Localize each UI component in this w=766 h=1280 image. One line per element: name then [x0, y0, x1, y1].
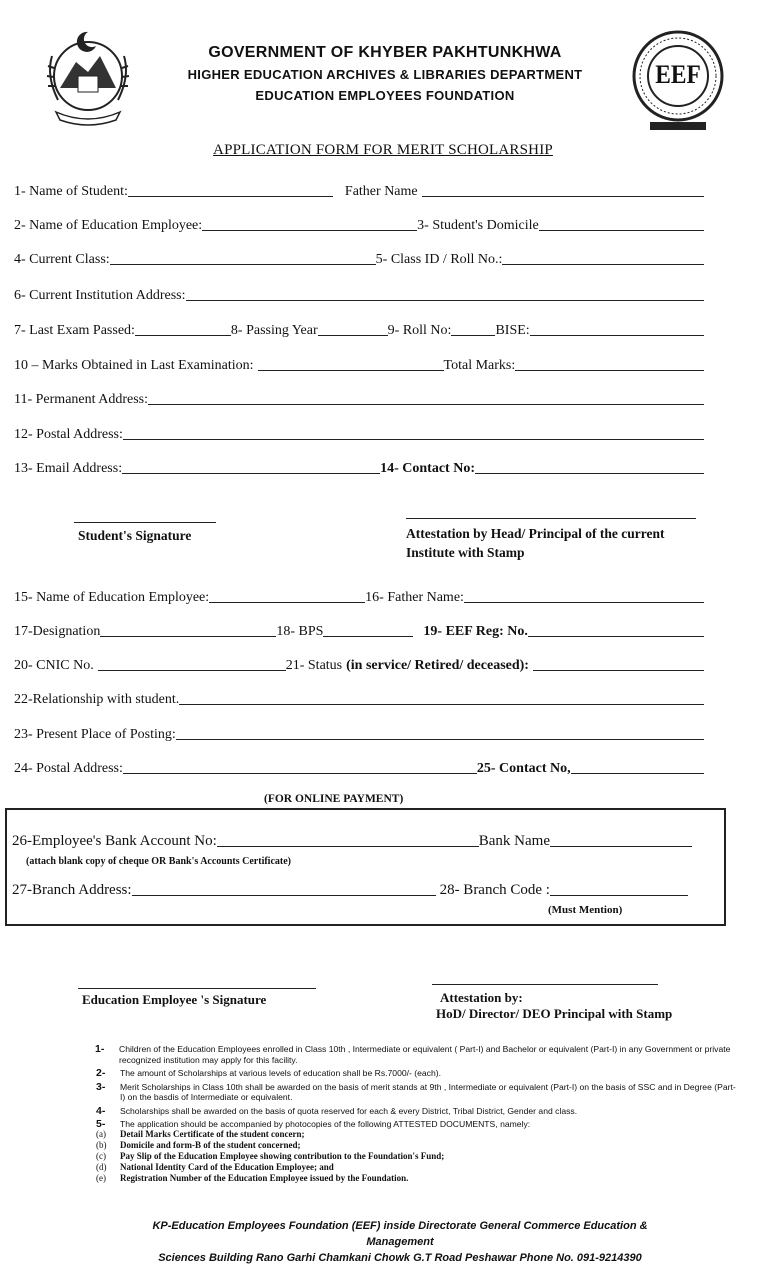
field-employee-postal[interactable]: [123, 773, 477, 774]
subnote-letter: (d): [96, 1162, 107, 1173]
head-attestation-label-2: Institute with Stamp: [406, 545, 525, 560]
field-designation[interactable]: [100, 636, 276, 637]
row-last-exam: [14, 317, 704, 339]
field-relationship[interactable]: [179, 704, 704, 705]
field-bank-name[interactable]: [550, 846, 692, 847]
label-current-class: 4- Current Class:: [14, 252, 110, 267]
subnote-e: [96, 1173, 736, 1184]
row-posting: [14, 721, 704, 743]
label-total-marks: Total Marks:: [443, 358, 516, 373]
subnote-a: [96, 1129, 736, 1140]
label-marks-obtained: 10 – Marks Obtained in Last Examination:: [14, 358, 254, 373]
label-employee-father: 16- Father Name:: [365, 590, 464, 605]
field-employee-contact[interactable]: [571, 773, 704, 774]
note-number: 4-: [96, 1104, 106, 1117]
form-title: APPLICATION FORM FOR MERIT SCHOLARSHIP: [213, 142, 553, 158]
label-posting: 23- Present Place of Posting:: [14, 727, 176, 742]
row-student-name: [14, 178, 704, 200]
row-employee-father: [14, 584, 704, 606]
instructions-list: [96, 1044, 736, 1184]
row-postal-address: [14, 421, 704, 443]
note-5: [96, 1119, 736, 1130]
label-postal-address: 12- Postal Address:: [14, 427, 123, 442]
footer-line-2: Sciences Building Rano Garhi Chamkani Chowk G.T Road Peshawar Phone No. 091-9214390: [158, 1252, 642, 1264]
row-relationship: [14, 686, 704, 708]
row-cnic-status: [14, 652, 704, 674]
field-passing-year[interactable]: [318, 335, 388, 336]
field-institution-address[interactable]: [186, 300, 705, 301]
field-branch-code[interactable]: [550, 895, 688, 896]
subnote-letter: (c): [96, 1151, 106, 1162]
field-last-exam[interactable]: [135, 335, 231, 336]
employee-signature-label: Education Employee 's Signature: [82, 992, 267, 1007]
subnote-letter: (a): [96, 1129, 106, 1140]
note-3: [96, 1082, 736, 1103]
label-relationship: 22-Relationship with student.: [14, 692, 180, 707]
label-branch-code: 28- Branch Code :: [439, 882, 550, 898]
subnote-b: [96, 1140, 736, 1151]
student-signature-line[interactable]: [74, 522, 216, 523]
label-employee-name: 15- Name of Education Employee:: [14, 590, 210, 605]
note-1: [95, 1044, 736, 1065]
subnote-text: Registration Number of the Education Employee issued by the Foundation.: [120, 1173, 409, 1184]
row-employee-postal: [14, 755, 704, 777]
label-passing-year: 8- Passing Year: [230, 323, 318, 338]
label-class-id: 5- Class ID / Roll No.:: [375, 252, 503, 267]
subnote-d: [96, 1162, 736, 1173]
note-text: Children of the Education Employees enrolled in Class 10th , Intermediate or equivalent ( Part-I) and Bachelor or equivalent (Part-I) in any Government or private recognized institution may apply for this facility.: [119, 1044, 731, 1065]
label-last-exam: 7- Last Exam Passed:: [14, 323, 135, 338]
field-student-name[interactable]: [128, 196, 333, 197]
row-email-contact: [14, 455, 704, 477]
note-text: Merit Scholarships in Class 10th shall be awarded on the basis of merit stands at 9th , Intermediate or equivalent (Part-I) on the basis of SSC and in Degree (Part-I) on the basdis of Intermediate or equivalent.: [120, 1081, 736, 1103]
head-attestation-label-1: Attestation by Head/ Principal of the current: [406, 526, 665, 541]
must-mention-note: (Must Mention): [548, 904, 623, 916]
field-bise[interactable]: [530, 335, 704, 336]
label-bise: BISE:: [495, 323, 530, 338]
field-posting[interactable]: [176, 739, 704, 740]
row-current-class: [14, 246, 704, 268]
note-number: 2-: [96, 1067, 106, 1080]
field-cnic[interactable]: [98, 670, 286, 671]
student-signature-label: Student's Signature: [78, 528, 192, 543]
note-2: [96, 1068, 736, 1079]
label-employee-postal: 24- Postal Address:: [14, 761, 123, 776]
label-status-options: (in service/ Retired/ deceased):: [346, 658, 529, 673]
field-branch-address[interactable]: [132, 895, 436, 896]
subnote-c: [96, 1151, 736, 1162]
hod-attestation-label-2: HoD/ Director/ DEO Principal with Stamp: [436, 1006, 673, 1021]
footer-address: [120, 1218, 680, 1266]
hod-attestation-line[interactable]: [432, 984, 658, 985]
row-marks-obtained: [14, 352, 704, 374]
subnote-letter: (b): [96, 1140, 107, 1151]
field-bank-account[interactable]: [217, 846, 479, 847]
subnote-text: National Identity Card of the Education Employee; and: [120, 1162, 334, 1173]
row-institution-address: [14, 282, 704, 304]
eef-logo-text: EEF: [655, 60, 701, 89]
label-designation: 17-Designation: [14, 624, 101, 639]
label-cnic: 20- CNIC No.: [14, 658, 94, 673]
label-employee-contact: 25- Contact No,: [476, 761, 571, 776]
label-institution-address: 6- Current Institution Address:: [14, 288, 186, 303]
subnote-text: Detail Marks Certificate of the student concern;: [120, 1129, 305, 1140]
label-bank-account: 26-Employee's Bank Account No:: [12, 833, 217, 849]
attach-cheque-note: (attach blank copy of cheque OR Bank's Accounts Certificate): [26, 856, 291, 867]
subnote-text: Pay Slip of the Education Employee showing contribution to the Foundation's Fund;: [120, 1151, 445, 1162]
online-payment-heading: (FOR ONLINE PAYMENT): [264, 793, 404, 805]
row-designation: [14, 618, 704, 640]
field-postal-address[interactable]: [123, 439, 704, 440]
field-total-marks[interactable]: [515, 370, 704, 371]
note-number: 1-: [95, 1043, 105, 1055]
header-foundation: EDUCATION EMPLOYEES FOUNDATION: [255, 88, 515, 103]
note-number: 5-: [96, 1117, 106, 1130]
field-student-domicile[interactable]: [539, 230, 704, 231]
field-employee-father[interactable]: [464, 602, 704, 603]
note-number: 3-: [96, 1080, 106, 1093]
row-permanent-address: [14, 386, 704, 408]
header-government: GOVERNMENT OF KHYBER PAKHTUNKHWA: [208, 44, 562, 61]
field-email[interactable]: [122, 473, 380, 474]
field-permanent-address[interactable]: [148, 404, 704, 405]
footer-line-1: KP-Education Employees Foundation (EEF) inside Directorate General Commerce Education & Management: [152, 1220, 648, 1248]
label-student-domicile: 3- Student's Domicile: [417, 218, 539, 233]
note-text: Scholarships shall be awarded on the basis of quota reserved for each & every District, Tribal District, Gender and class.: [120, 1105, 578, 1116]
field-contact[interactable]: [475, 473, 704, 474]
label-student-name: 1- Name of Student:: [14, 184, 128, 199]
note-4: [96, 1106, 736, 1117]
row-branch-address: [12, 877, 688, 899]
field-father-name[interactable]: [422, 196, 704, 197]
field-current-class[interactable]: [110, 264, 376, 265]
row-bank-account: [12, 828, 692, 850]
label-permanent-address: 11- Permanent Address:: [14, 392, 149, 407]
subnote-letter: (e): [96, 1173, 106, 1184]
field-class-id[interactable]: [502, 264, 704, 265]
field-education-employee[interactable]: [202, 230, 417, 231]
field-bps[interactable]: [323, 636, 413, 637]
header-department: HIGHER EDUCATION ARCHIVES & LIBRARIES DEPARTMENT: [187, 67, 583, 82]
employee-signature-line[interactable]: [78, 988, 316, 989]
label-contact: 14- Contact No:: [380, 461, 475, 476]
label-status: 21- Status: [285, 658, 343, 673]
label-bank-name: Bank Name: [478, 833, 550, 849]
row-employee-name: [14, 212, 704, 234]
field-marks-obtained[interactable]: [258, 370, 444, 371]
note-text: The amount of Scholarships at various levels of education shall be Rs.7000/- (each).: [120, 1068, 442, 1079]
field-status[interactable]: [533, 670, 704, 671]
label-education-employee: 2- Name of Education Employee:: [14, 218, 203, 233]
field-eef-reg[interactable]: [528, 636, 704, 637]
label-bps: 18- BPS: [276, 624, 324, 639]
label-roll-no: 9- Roll No:: [387, 323, 452, 338]
note-text: The application should be accompanied by photocopies of the following ATTESTED DOCUMENTS, namely:: [120, 1118, 531, 1129]
label-email: 13- Email Address:: [14, 461, 123, 476]
field-employee-name[interactable]: [209, 602, 365, 603]
label-father-name: Father Name: [344, 184, 418, 199]
label-branch-address: 27-Branch Address:: [12, 882, 132, 898]
kp-government-seal-icon: [38, 26, 138, 136]
head-attestation-line[interactable]: [406, 518, 696, 519]
eef-circular-seal-icon: [628, 26, 728, 134]
hod-attestation-label-1: Attestation by:: [440, 990, 523, 1005]
label-eef-reg: 19- EEF Reg: No.: [423, 624, 528, 639]
subnote-text: Domicile and form-B of the student concerned;: [120, 1140, 301, 1151]
field-roll-no[interactable]: [451, 335, 495, 336]
